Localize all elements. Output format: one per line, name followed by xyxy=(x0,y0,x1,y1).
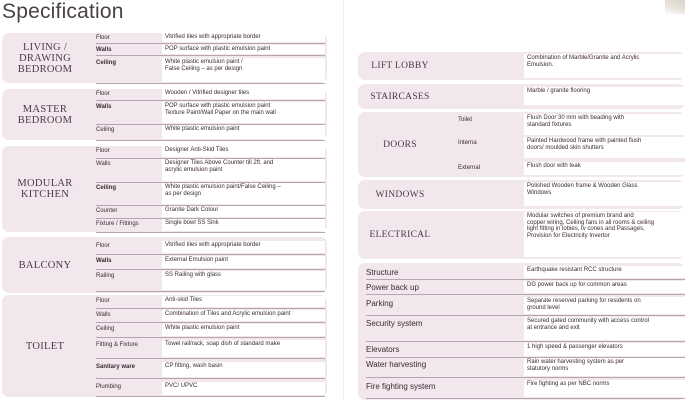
spec-row-label: Floor xyxy=(96,148,110,154)
row-rule xyxy=(96,308,325,309)
row-rule xyxy=(96,100,325,101)
row-rule xyxy=(366,294,685,295)
spec-row-label: Walls xyxy=(96,47,112,53)
row-rule xyxy=(96,269,325,270)
row-rule xyxy=(96,358,325,359)
spec-row-value: White plastic emulsion paint xyxy=(162,324,325,336)
category-label: STAIRCASES xyxy=(370,91,430,102)
spec-row-value: SS Railing with glass xyxy=(162,271,325,290)
spec-row-label: Floor xyxy=(96,35,110,41)
category-label: MASTER BEDROOM xyxy=(17,103,73,126)
spec-row-label: Walls xyxy=(96,258,112,264)
row-rule xyxy=(96,55,325,56)
spec-row-value: Combination of Tiles and Acrylic emulsion paint xyxy=(162,310,325,321)
amenity-value: 1 high speed & passenger elevators xyxy=(524,343,685,356)
amenity-label: Structure xyxy=(366,268,399,277)
category-label: BALCONY xyxy=(18,259,72,271)
spec-row-label: Ceiling xyxy=(96,127,115,133)
spec-row-value: Wooden / Vitrified designer tiles xyxy=(162,89,325,99)
amenity-label: Fire fighting system xyxy=(366,382,436,391)
spec-row-value: Modular switches of premium brand and copper wiring, Ceiling fans in all rooms & ceiling light fitting in lobies, tv cones and Passages, Provision for Electricity Invertor xyxy=(524,212,685,257)
spec-row-value: POP surface with plastic emulsion paint Texture Paint/Wall Paper on the main wall xyxy=(162,102,325,123)
spec-row-value: CP fitting, wash basin xyxy=(162,362,325,377)
spec-row-value: Flush door with teak xyxy=(524,162,685,175)
amenity-value: Rain water harvesting system as per statutory norms xyxy=(524,358,685,376)
row-rule xyxy=(96,378,325,379)
spec-row-value: Towel rail/rack, soap dish of standard make xyxy=(162,340,325,357)
category-label: DOORS xyxy=(383,139,417,150)
spec-row-value: White plastic emulsion paint/False Ceiling – as per design xyxy=(162,183,325,204)
spec-row-value: Painted Hardwood frame with painted flush doors/ moulded skin shutters xyxy=(524,137,685,158)
amenity-label: Elevators xyxy=(366,345,400,354)
spec-row-value: Granite Dark Colour xyxy=(162,206,325,217)
spec-row-value: Polished Wooden frame & Wooden Glass Windows xyxy=(524,182,685,206)
spec-row-value: POP surface with plastic emulsion paint xyxy=(162,45,325,54)
spec-row-value: White plastic emulsion paint xyxy=(162,125,325,139)
spec-row-label: Ceiling xyxy=(96,326,115,332)
spec-row-label: Walls xyxy=(96,312,111,318)
amenity-label: Power back up xyxy=(366,283,419,292)
amenity-label: Parking xyxy=(366,299,394,308)
category-label: TOILET xyxy=(25,340,65,352)
spec-row-value: Flush Door 30 mm with beading with standard fixtures xyxy=(524,114,685,135)
amenity-value: DG power back up for common areas xyxy=(524,281,685,293)
row-rule xyxy=(96,322,325,323)
spec-row-label: Floor xyxy=(96,243,110,249)
spec-row-value: Combination of Marble/Granite and Acrylic Emulsion. xyxy=(524,54,685,78)
row-rule xyxy=(366,377,685,378)
spec-row-value: Vitrified tiles with appropriate border xyxy=(162,241,325,253)
spec-row-label: Floor xyxy=(96,91,110,97)
row-rule xyxy=(96,140,325,141)
spec-row-label: Ceiling xyxy=(96,60,117,66)
category-label: MODULAR KITCHEN xyxy=(17,178,73,200)
amenity-label: Water harvesting xyxy=(366,360,427,369)
category-label: WINDOWS xyxy=(375,189,425,200)
spec-row-label: Counter xyxy=(96,208,118,214)
spec-row-label: Plumbing xyxy=(96,384,122,390)
spec-row-label: Fitting & Fixture xyxy=(96,342,139,348)
row-rule xyxy=(366,315,685,316)
category-label: LIVING / DRAWING BEDROOM xyxy=(17,41,73,75)
row-rule xyxy=(366,279,685,280)
category-label: LIFT LOBBY xyxy=(371,61,429,71)
spec-row-label: Fixture / Fittings xyxy=(96,221,139,227)
page-divider xyxy=(343,0,344,400)
spec-row-label: Floor xyxy=(96,298,110,304)
amenity-value: Fire fighting as per NBC norms xyxy=(524,380,685,397)
amenity-label: Security system xyxy=(366,319,423,328)
spec-row-value: Marble / granite flooring xyxy=(524,87,685,105)
spec-row-label: Interna xyxy=(458,140,477,146)
category-label: ELECTRICAL xyxy=(369,230,431,240)
spec-row-value: Single bowl SS Sink xyxy=(162,219,325,231)
spec-row-label: Sanitary ware xyxy=(96,364,136,370)
row-rule xyxy=(96,232,325,233)
spec-row-value: External Emulsion paint xyxy=(162,256,325,268)
spec-row-value: Vitrified tiles with appropriate border xyxy=(162,33,325,42)
spec-row-label: Walls xyxy=(96,104,112,110)
row-rule xyxy=(96,291,325,292)
row-rule xyxy=(366,398,685,399)
row-rule xyxy=(96,396,325,397)
spec-row-label: External xyxy=(458,165,481,171)
amenity-value: Earthquake resistant RCC structure xyxy=(524,266,685,278)
spec-row-label: Railing xyxy=(96,273,115,279)
page-title: Specification xyxy=(2,0,124,23)
spec-row-value: PVC/ UPVC xyxy=(162,382,325,395)
spec-row-value: Anti-skid Tiles xyxy=(162,296,325,307)
amenity-value: Secured gated community with access control at entrance and exit xyxy=(524,317,685,340)
spec-row-value: Designer Anti-Skid Tiles xyxy=(162,146,325,157)
spec-row-label: Walls xyxy=(96,161,111,167)
corner-image-fragment xyxy=(665,0,685,14)
row-rule xyxy=(96,254,325,255)
row-rule xyxy=(366,341,685,342)
spec-row-label: Ceiling xyxy=(96,185,117,191)
row-rule xyxy=(96,43,325,44)
row-rule xyxy=(96,337,325,338)
spec-row-value: White plastic emulsion paint / False Ceiling – as per design xyxy=(162,58,325,82)
row-rule xyxy=(96,83,325,84)
amenity-value: Separate reserved parking for residents on ground level xyxy=(524,297,685,314)
spec-row-label: Toilet xyxy=(458,117,473,123)
spec-row-value: Designer Tiles Above Counter till 2ft. and acrylic emulsion paint xyxy=(162,159,325,181)
